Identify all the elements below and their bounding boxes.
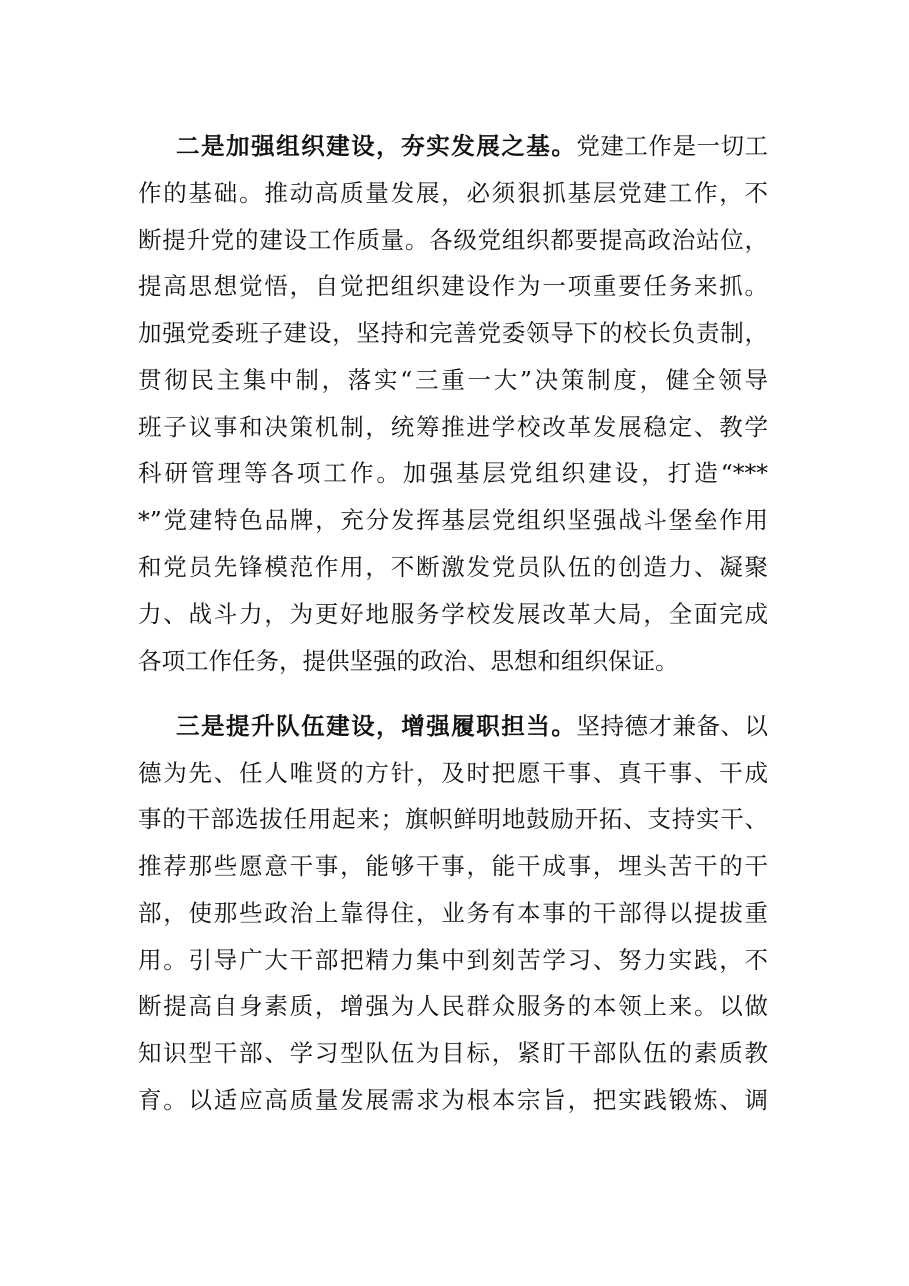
- paragraph-1-line-6: 贯彻民主集中制，落实“三重一大”决策制度，健全领导: [138, 366, 768, 394]
- paragraph-1-line-10: 和党员先锋模范作用，不断激发党员队伍的创造力、凝聚: [138, 553, 768, 581]
- paragraph-1-line-1-text: 党建工作是一切工: [576, 132, 769, 160]
- paragraph-1-line-7: 班子议事和决策机制，统筹推进学校改革发展稳定、教学: [138, 413, 768, 441]
- paragraph-1-line-9: *”党建特色品牌，充分发挥基层党组织坚强战斗堡垒作用: [138, 506, 768, 534]
- paragraph-2-line-9: 育。以适应高质量发展需求为根本宗旨，把实践锻炼、调: [138, 1086, 768, 1114]
- paragraph-2-line-4: 推荐那些愿意干事，能够干事，能干成事，埋头苦干的干: [138, 852, 768, 880]
- paragraph-1-line-12: 各项工作任务，提供坚强的政治、思想和组织保证。: [138, 647, 679, 675]
- paragraph-1-line-8: 科研管理等各项工作。加强基层党组织建设，打造“***: [138, 459, 768, 487]
- paragraph-1-line-11: 力、战斗力，为更好地服务学校发展改革大局，全面完成: [138, 600, 768, 628]
- paragraph-2-line-8: 知识型干部、学习型队伍为目标，紧盯干部队伍的素质教: [138, 1039, 768, 1067]
- paragraph-1-line-3: 断提升党的建设工作质量。各级党组织都要提高政治站位，: [138, 226, 768, 254]
- paragraph-1-line-2: 作的基础。推动高质量发展，必须狠抓基层党建工作，不: [138, 179, 768, 207]
- paragraph-2-line-5: 部，使那些政治上靠得住，业务有本事的干部得以提拔重: [138, 899, 768, 927]
- paragraph-1-heading: 二是加强组织建设，夯实发展之基。: [176, 132, 577, 160]
- paragraph-1-line-1: [176, 128, 768, 164]
- paragraph-2-heading: 三是提升队伍建设，增强履职担当。: [176, 712, 577, 740]
- paragraph-2-line-3: 事的干部选拔任用起来；旗帜鲜明地鼓励开拓、支持实干、: [138, 805, 768, 833]
- paragraph-2-line-1: [176, 708, 768, 744]
- paragraph-1-line-4: 提高思想觉悟，自觉把组织建设作为一项重要任务来抓。: [138, 272, 768, 300]
- paragraph-2-line-2: 德为先、任人唯贤的方针，及时把愿干事、真干事、干成: [138, 759, 768, 787]
- paragraph-1-line-5: 加强党委班子建设，坚持和完善党委领导下的校长负责制，: [138, 319, 768, 347]
- paragraph-2-line-7: 断提高自身素质，增强为人民群众服务的本领上来。以做: [138, 992, 768, 1020]
- paragraph-2-line-1-text: 坚持德才兼备、以: [576, 712, 769, 740]
- paragraph-2-line-6: 用。引导广大干部把精力集中到刻苦学习、努力实践，不: [138, 946, 768, 974]
